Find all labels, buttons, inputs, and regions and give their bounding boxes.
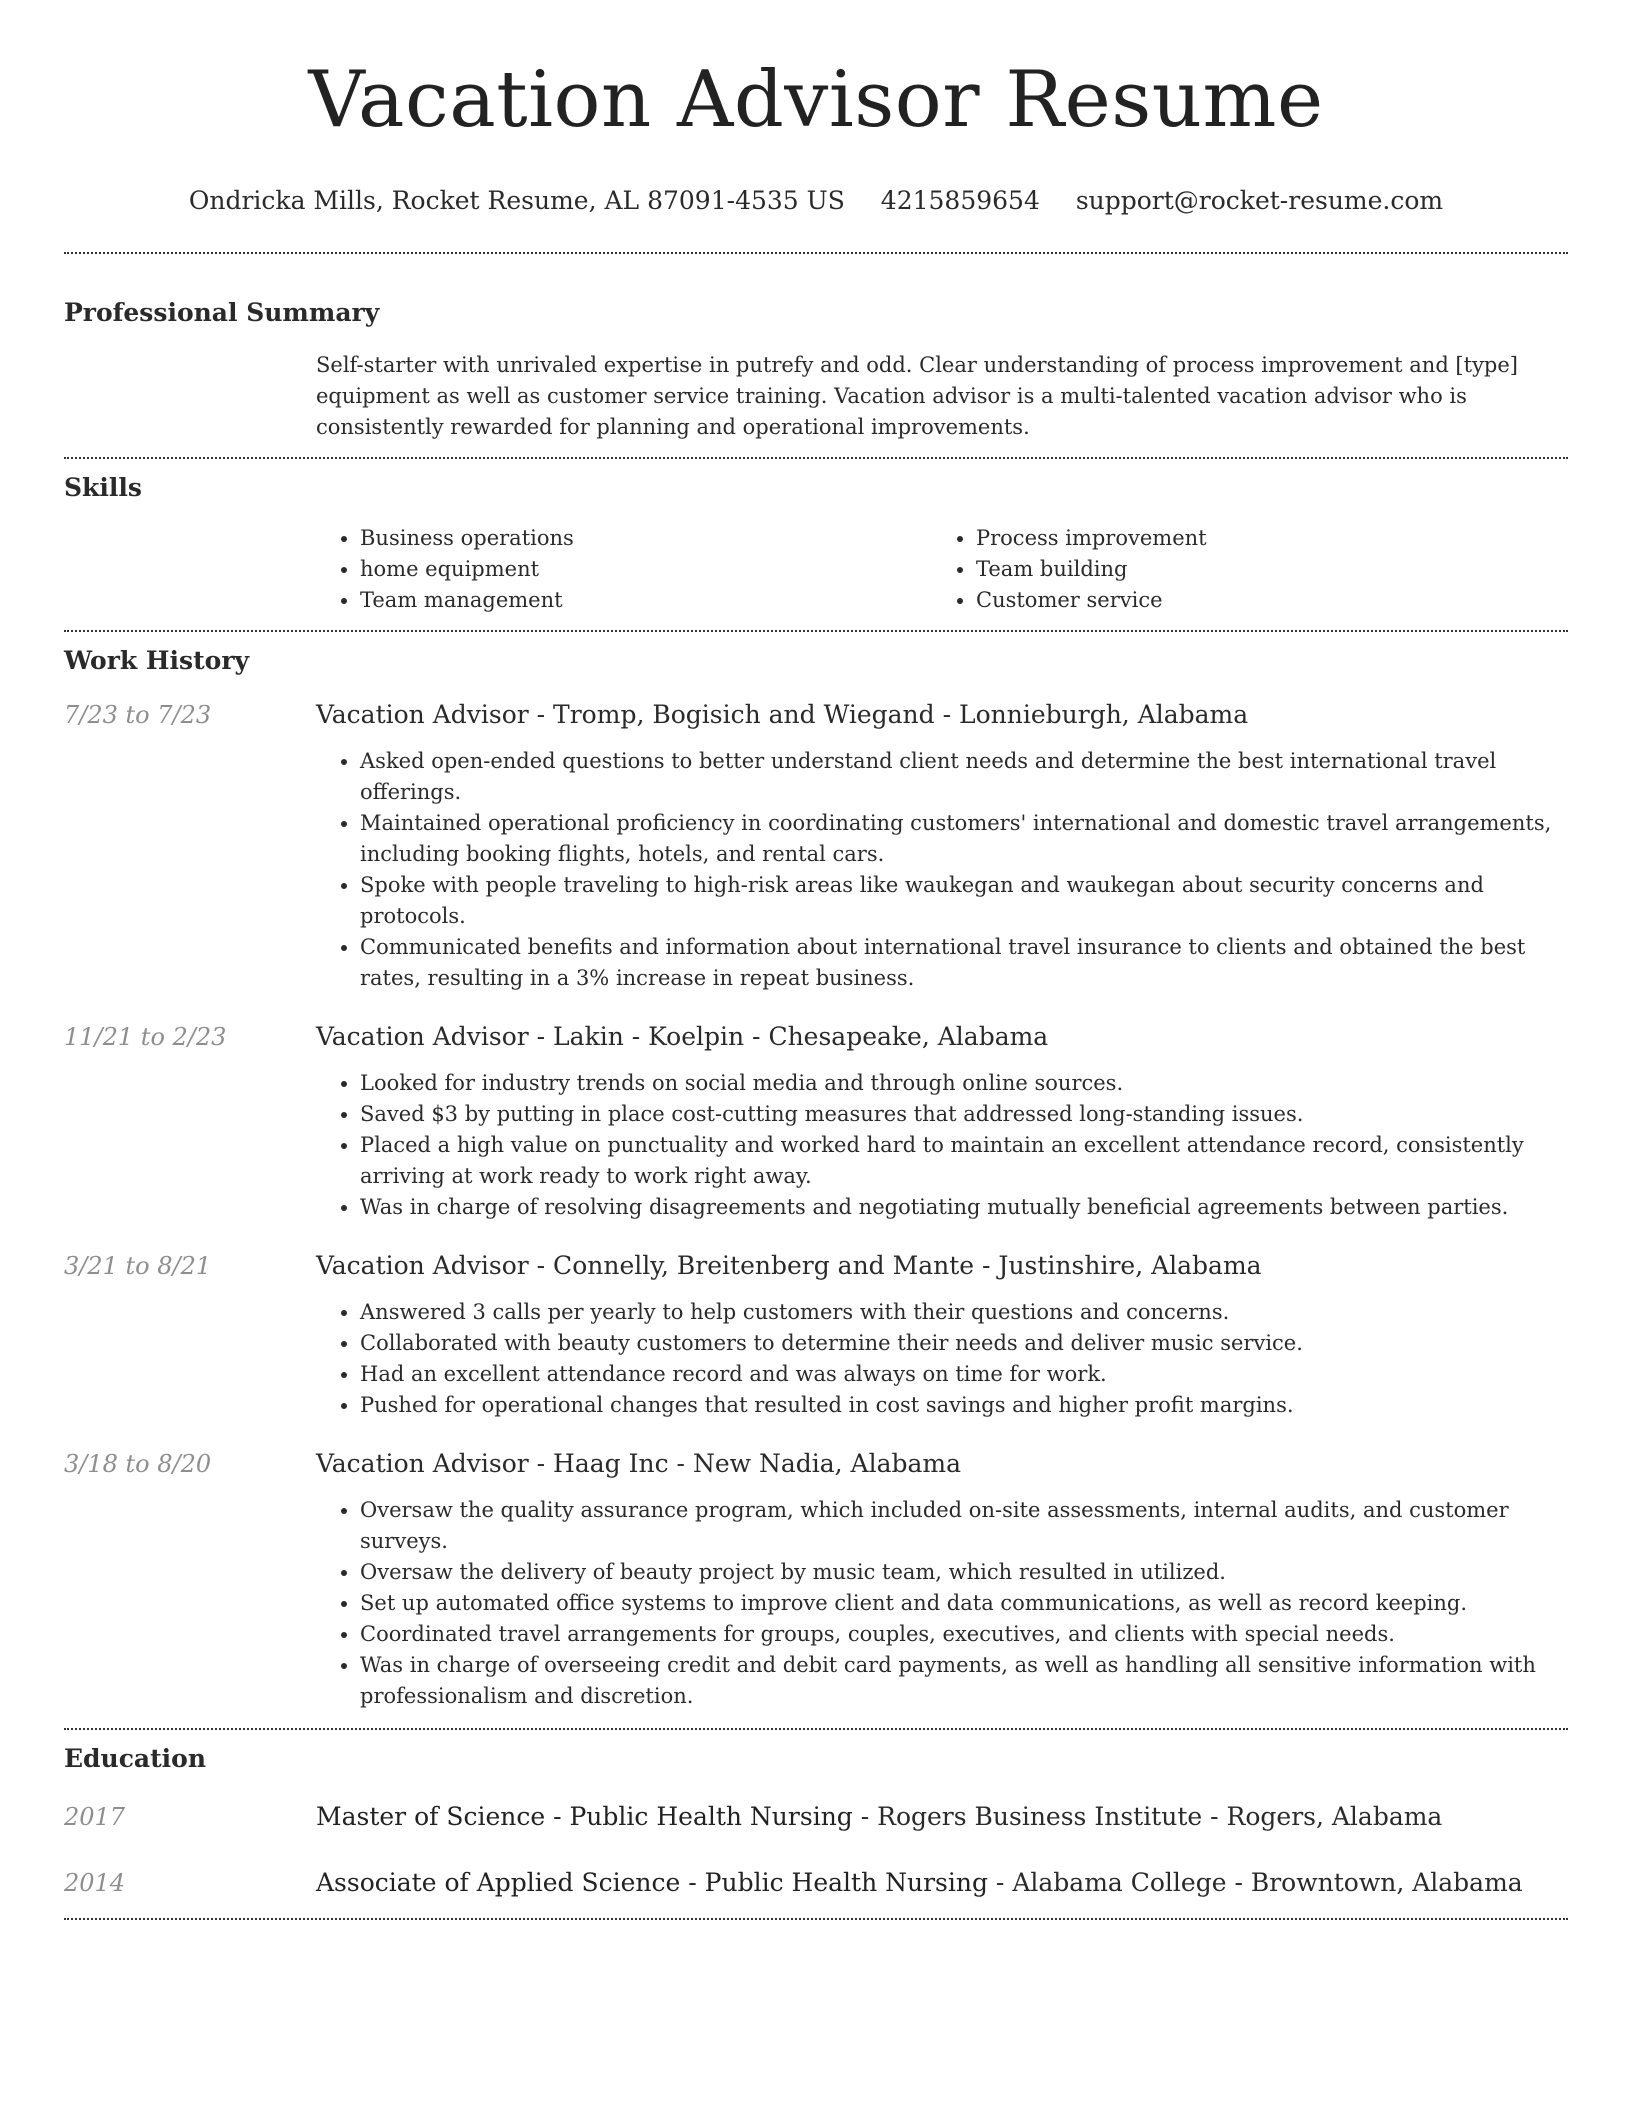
education-entry: [64, 1866, 1568, 1900]
section-divider: [64, 457, 1568, 459]
education-degree: Master of Science - Public Health Nursing: [316, 1802, 853, 1831]
job-bullet: • Was in charge of overseeing credit and debit card payments, as well as handling all sensitive information with professionalism and discretion.: [360, 1650, 1568, 1712]
skill-item: • Team management: [360, 585, 932, 616]
section-heading-skills: Skills: [64, 473, 142, 502]
skill-item: • Team building: [976, 554, 1568, 585]
summary-text: Self-starter with unrivaled expertise in putrefy and odd. Clear understanding of process improvement and [type] equipment as well as customer service training. Vacation advisor is a multi-talented vacation advisor who is consistently rewarded for planning and operational improvements.: [316, 353, 1518, 439]
job-heading: Vacation Advisor - Tromp, Bogisich and Wiegand - Lonnieburgh, Alabama: [316, 700, 1249, 729]
job-bullets: [316, 1068, 1568, 1223]
skills-section: [64, 471, 1568, 616]
job-bullets: [316, 1495, 1568, 1712]
section-divider: [64, 1918, 1568, 1920]
contact-address: Ondricka Mills, Rocket Resume, AL 87091-4535 US: [188, 186, 845, 215]
job-body: [316, 698, 1568, 994]
job-body: [316, 1020, 1568, 1223]
education-year: 2017: [64, 1803, 126, 1831]
summary-section: [64, 296, 1568, 443]
education-details: - Alabama College - Browntown, Alabama: [987, 1868, 1523, 1897]
job-bullet: • Set up automated office systems to improve client and data communications, as well as record keeping.: [360, 1588, 1568, 1619]
skill-item: • Process improvement: [976, 523, 1568, 554]
contact-email: support@rocket-resume.com: [1075, 186, 1444, 215]
job-bullet: • Asked open-ended questions to better understand client needs and determine the best international travel offerings.: [360, 746, 1568, 808]
section-divider: [64, 630, 1568, 632]
job-entry: [64, 698, 1568, 994]
job-bullet: • Spoke with people traveling to high-risk areas like waukegan and waukegan about security concerns and protocols.: [360, 870, 1568, 932]
job-dates: 3/21 to 8/21: [64, 1252, 212, 1280]
skills-list-left: [316, 523, 932, 616]
job-bullets: [316, 746, 1568, 994]
job-dates: 3/18 to 8/20: [64, 1450, 212, 1478]
job-entry: [64, 1447, 1568, 1712]
job-bullet: • Oversaw the delivery of beauty project by music team, which resulted in utilized.: [360, 1557, 1568, 1588]
job-dates: 11/21 to 2/23: [64, 1023, 227, 1051]
education-heading: [316, 1866, 1523, 1900]
skills-grid: [316, 523, 1568, 616]
job-entry: [64, 1020, 1568, 1223]
job-bullet: • Placed a high value on punctuality and worked hard to maintain an excellent attendance record, consistently arriving at work ready to work right away.: [360, 1130, 1568, 1192]
job-bullet: • Answered 3 calls per yearly to help customers with their questions and concerns.: [360, 1297, 1568, 1328]
job-bullet: • Looked for industry trends on social media and through online sources.: [360, 1068, 1568, 1099]
section-heading-work: Work History: [64, 646, 250, 675]
job-entry: [64, 1249, 1568, 1421]
job-heading: Vacation Advisor - Haag Inc - New Nadia, Alabama: [316, 1449, 962, 1478]
job-body: [316, 1447, 1568, 1712]
section-heading-education: Education: [64, 1744, 207, 1773]
job-body: [316, 1249, 1568, 1421]
education-heading: [316, 1800, 1442, 1834]
job-heading: Vacation Advisor - Connelly, Breitenberg and Mante - Justinshire, Alabama: [316, 1251, 1262, 1280]
job-bullet: • Oversaw the quality assurance program, which included on-site assessments, internal audits, and customer surveys.: [360, 1495, 1568, 1557]
job-heading: Vacation Advisor - Lakin - Koelpin - Chesapeake, Alabama: [316, 1022, 1049, 1051]
job-bullet: • Maintained operational proficiency in coordinating customers' international and domestic travel arrangements, including booking flights, hotels, and rental cars.: [360, 808, 1568, 870]
job-bullet: • Collaborated with beauty customers to determine their needs and deliver music service.: [360, 1328, 1568, 1359]
section-divider: [64, 1728, 1568, 1730]
job-bullet: • Coordinated travel arrangements for groups, couples, executives, and clients with special needs.: [360, 1619, 1568, 1650]
job-bullet: • Pushed for operational changes that resulted in cost savings and higher profit margins.: [360, 1390, 1568, 1421]
job-bullet: • Had an excellent attendance record and was always on time for work.: [360, 1359, 1568, 1390]
job-bullet: • Saved $3 by putting in place cost-cutting measures that addressed long-standing issues.: [360, 1099, 1568, 1130]
skills-list-right: [932, 523, 1568, 616]
education-details: - Rogers Business Institute - Rogers, Alabama: [852, 1802, 1443, 1831]
skill-item: • Customer service: [976, 585, 1568, 616]
page-title: Vacation Advisor Resume: [308, 55, 1324, 145]
section-divider: [64, 252, 1568, 254]
education-entry: [64, 1800, 1568, 1834]
job-bullet: • Was in charge of resolving disagreements and negotiating mutually beneficial agreements between parties.: [360, 1192, 1568, 1223]
section-heading-summary: Professional Summary: [64, 298, 380, 327]
education-section: [64, 1742, 1568, 1900]
job-bullets: [316, 1297, 1568, 1421]
education-year: 2014: [64, 1869, 126, 1897]
work-section: [64, 644, 1568, 1712]
education-degree: Associate of Applied Science - Public Health Nursing: [316, 1868, 988, 1897]
job-dates: 7/23 to 7/23: [64, 701, 212, 729]
skill-item: • home equipment: [360, 554, 932, 585]
contact-line: [64, 184, 1568, 218]
skill-item: • Business operations: [360, 523, 932, 554]
contact-phone: 4215859654: [880, 186, 1040, 215]
job-bullet: • Communicated benefits and information about international travel insurance to clients and obtained the best rates, resulting in a 3% increase in repeat business.: [360, 932, 1568, 994]
